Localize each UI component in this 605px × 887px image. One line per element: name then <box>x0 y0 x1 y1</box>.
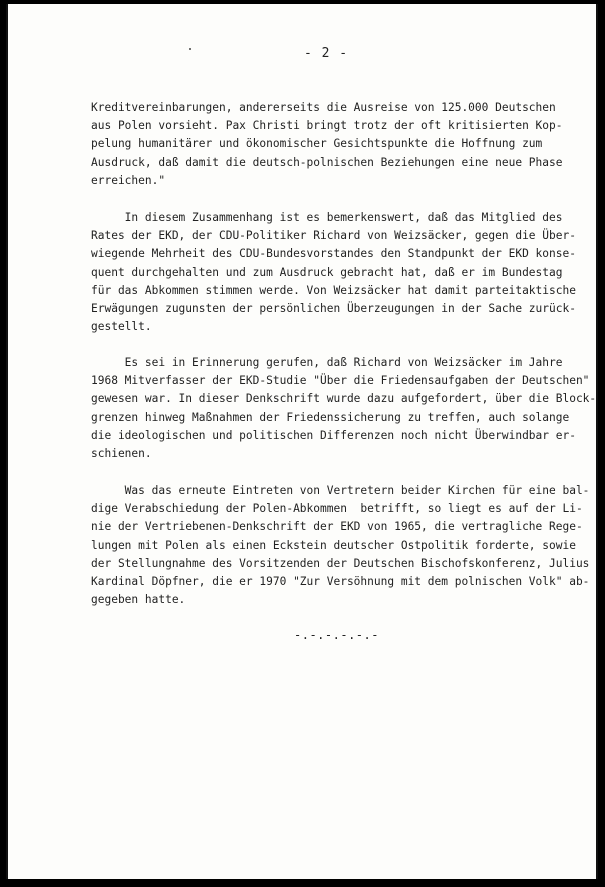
text-line: lungen mit Polen als einen Eckstein deutscher Ostpolitik forderte, sowie <box>91 538 576 552</box>
text-line: Was das erneute Eintreten von Vertretern beider Kirchen für eine bal- <box>91 484 590 497</box>
text-line: Ausdruck, daß damit die deutsch-polnischen Beziehungen eine neue Phase <box>91 155 563 169</box>
text-line: für das Abkommen stimmen werde. Von Weizsäcker hat damit parteitaktische <box>91 283 576 297</box>
text-line: In diesem Zusammenhang ist es bemerkenswert, daß das Mitglied des <box>91 211 563 224</box>
text-line: 1968 Mitverfasser der EKD-Studie "Über die Friedensaufgaben der Deutschen" <box>91 374 590 388</box>
text-line: Kreditvereinbarungen, andererseits die Ausreise von 125.000 Deutschen <box>91 101 556 114</box>
text-line: Rates der EKD, der CDU-Politiker Richard von Weizsäcker, gegen die Über- <box>91 229 576 243</box>
text-line: gewesen war. In dieser Denkschrift wurde dazu aufgefordert, über die Block- <box>91 392 597 406</box>
page-number: - 2 - <box>304 46 349 61</box>
text-line: gestellt. <box>91 320 152 334</box>
paragraph-1 <box>91 99 563 190</box>
text-line: schienen. <box>91 446 152 460</box>
text-line: Es sei in Erinnerung gerufen, daß Richard von Weizsäcker im Jahre <box>91 356 563 369</box>
text-line: nie der Vertriebenen-Denkschrift der EKD von 1965, die vertragliche Rege- <box>91 520 583 534</box>
text-line: pelung humanitärer und ökonomischer Gesichtspunkte die Hoffnung zum <box>91 137 543 151</box>
document-page <box>6 4 598 879</box>
text-line: aus Polen vorsieht. Pax Christi bringt trotz der oft kritisierten Kop- <box>91 119 563 133</box>
paragraph-4 <box>91 482 590 609</box>
text-line: wiegende Mehrheit des CDU-Bundesvorstandes den Standpunkt der EKD konse- <box>91 247 576 261</box>
text-line: dige Verabschiedung der Polen-Abkommen betrifft, so liegt es auf der Li- <box>91 502 583 516</box>
text-line: Kardinal Döpfner, die er 1970 "Zur Versöhnung mit dem polnischen Volk" ab- <box>91 574 590 588</box>
paragraph-3 <box>91 354 597 463</box>
text-line: die ideologischen und politischen Differenzen noch nicht Überwindbar er- <box>91 428 576 442</box>
text-line: gegeben hatte. <box>91 593 186 607</box>
text-line: quent durchgehalten und zum Ausdruck gebracht hat, daß er im Bundestag <box>91 265 563 279</box>
end-separator: -.-.-.-.-.- <box>294 628 379 642</box>
page-edge-left <box>6 4 8 879</box>
text-line: Erwägungen zugunsten der persönlichen Überzeugungen in der Sache zurück- <box>91 301 576 315</box>
scan-speck <box>189 48 191 50</box>
text-line: grenzen hinweg Maßnahmen der Friedenssicherung zu treffen, auch solange <box>91 410 570 424</box>
text-line: erreichen." <box>91 173 166 187</box>
page-edge-right <box>596 4 598 879</box>
text-line: der Stellungnahme des Vorsitzenden der Deutschen Bischofskonferenz, Julius <box>91 556 590 570</box>
paragraph-2 <box>91 209 576 336</box>
